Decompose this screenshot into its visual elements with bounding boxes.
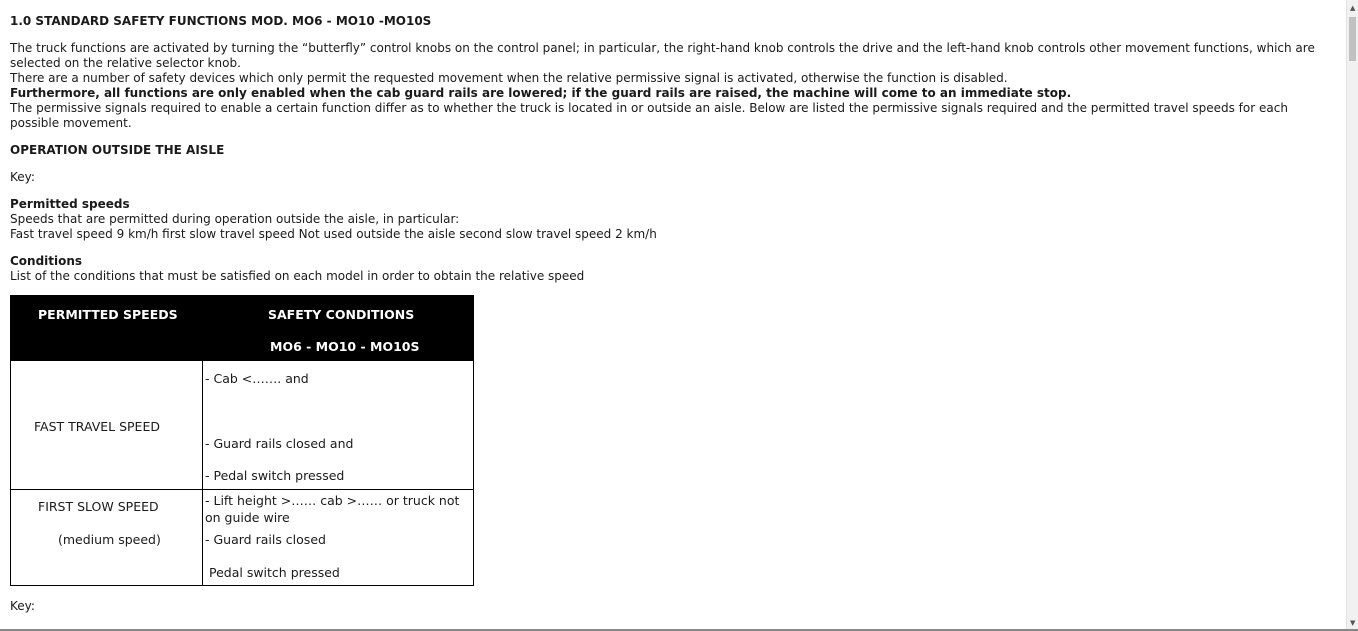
guard-rails-warning: Furthermore, all functions are only enabled when the cab guard rails are lowered; if the guard rails are raised, the machine will come to an immediate stop.	[10, 86, 1072, 100]
vertical-scrollbar[interactable]	[1346, 0, 1358, 631]
first-slow-speed-cell: FIRST SLOW SPEED	[38, 499, 159, 514]
permitted-speeds-text: Speeds that are permitted during operation outside the aisle, in particular:	[10, 212, 460, 226]
permissive-signals-paragraph: The permissive signals required to enable a certain function differ as to whether the truck is located in or outside an aisle. Below are listed the permissive signals required and the permitted travel speeds for each possible movement.	[10, 101, 1288, 130]
header-safety-conditions: SAFETY CONDITIONS	[268, 307, 415, 322]
fast-condition-pedal: - Pedal switch pressed	[205, 468, 345, 483]
header-permitted-speeds: PERMITTED SPEEDS	[38, 307, 178, 322]
table-divider-horizontal	[11, 489, 473, 490]
page-title: 1.0 STANDARD SAFETY FUNCTIONS MOD. MO6 - MO10 -MO10S	[10, 14, 432, 28]
safety-conditions-table	[10, 295, 474, 586]
section-heading: OPERATION OUTSIDE THE AISLE	[10, 143, 225, 157]
header-models: MO6 - MO10 - MO10S	[270, 339, 420, 354]
fast-travel-speed-cell: FAST TRAVEL SPEED	[34, 419, 160, 434]
scroll-down-arrow-icon[interactable]: ▼	[1350, 619, 1356, 627]
scrollbar-thumb[interactable]	[1349, 17, 1356, 61]
safety-devices-paragraph: There are a number of safety devices which only permit the requested movement when the relative permissive signal is activated, otherwise the function is disabled.	[10, 71, 1008, 85]
table-divider-vertical	[202, 361, 203, 585]
fast-condition-cab: - Cab <……. and	[205, 371, 309, 386]
key-label: Key:	[10, 170, 35, 184]
slow-condition-guard-rails: - Guard rails closed	[205, 532, 326, 547]
intro-paragraph: The truck functions are activated by turning the “butterfly” control knobs on the control panel; in particular, the right-hand knob controls the drive and the left-hand knob controls other movement functions, which are selected on the relative selector knob.	[10, 41, 1315, 70]
scroll-up-arrow-icon[interactable]: ▲	[1350, 4, 1356, 12]
slow-condition-lift-height: - Lift height >…… cab >…… or truck not on guide wire	[205, 493, 460, 525]
permitted-speeds-heading: Permitted speeds	[10, 197, 130, 211]
key-label-2: Key:	[10, 599, 35, 613]
slow-condition-pedal: Pedal switch pressed	[209, 565, 340, 580]
fast-condition-guard-rails: - Guard rails closed and	[205, 436, 354, 451]
permitted-speeds-values: Fast travel speed 9 km/h first slow travel speed Not used outside the aisle second slow travel speed 2 km/h	[10, 227, 657, 241]
conditions-text: List of the conditions that must be satisfied on each model in order to obtain the relative speed	[10, 269, 585, 283]
conditions-heading: Conditions	[10, 254, 83, 268]
table-header	[11, 296, 473, 361]
medium-speed-note: (medium speed)	[58, 532, 161, 547]
